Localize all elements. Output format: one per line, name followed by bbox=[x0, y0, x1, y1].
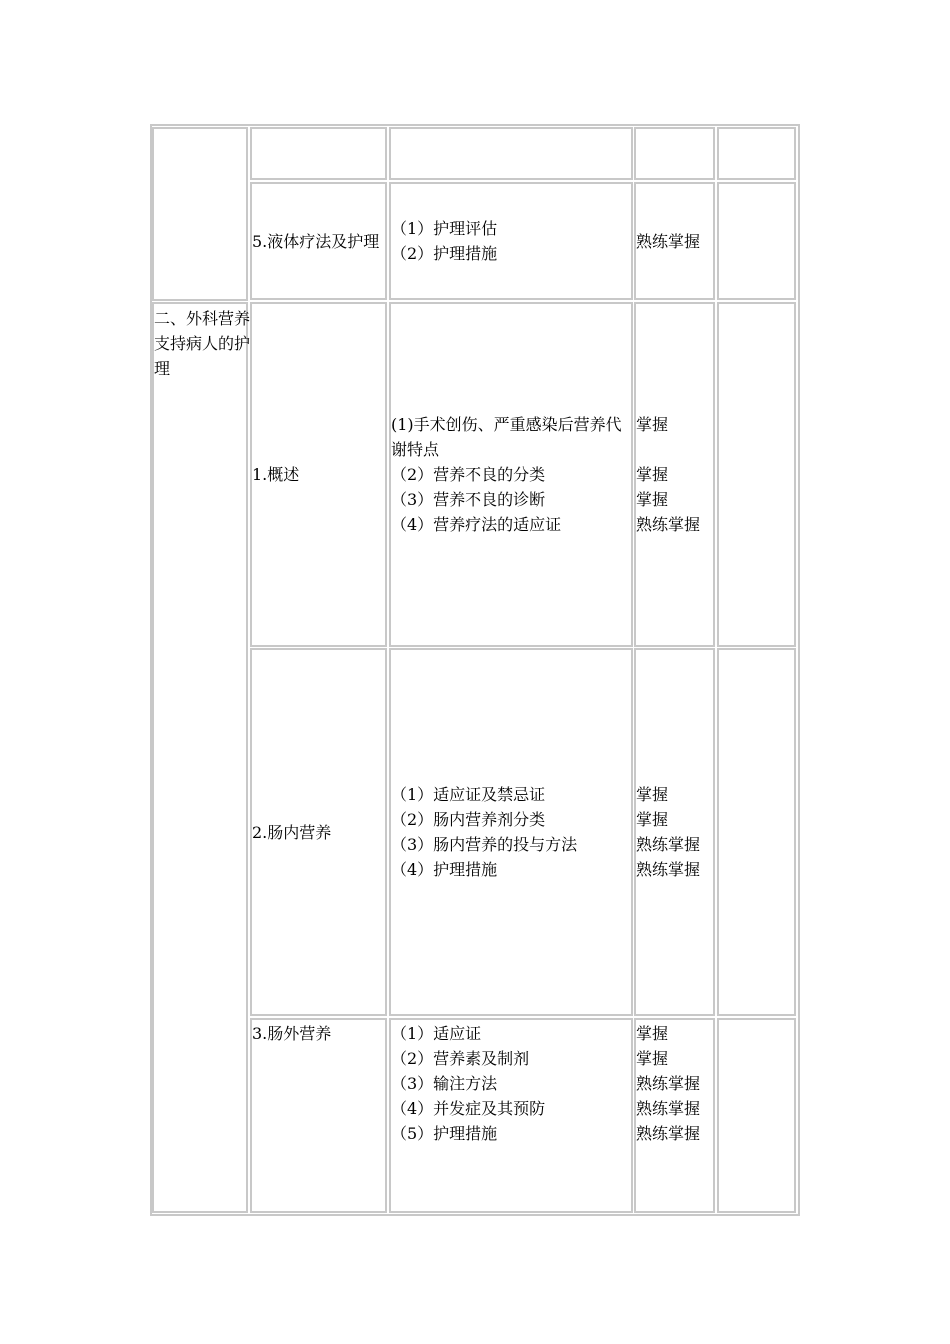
extra-cell-overview bbox=[717, 302, 796, 647]
level-text: 熟练掌握 bbox=[636, 1099, 701, 1118]
level-text: 掌握 bbox=[636, 810, 669, 829]
level-text: 熟练掌握 bbox=[636, 1124, 701, 1143]
items-cell-parenteral bbox=[389, 1018, 633, 1213]
topic-label: 2.肠内营养 bbox=[252, 822, 332, 842]
level-text: 熟练掌握 bbox=[636, 231, 701, 251]
extra-cell-enteral bbox=[717, 648, 796, 1016]
level-cell-empty bbox=[634, 127, 715, 180]
item-text: （2）营养素及制剂 bbox=[391, 1049, 530, 1068]
item-text: （5）护理措施 bbox=[391, 1124, 498, 1143]
level-text: 掌握 bbox=[636, 465, 669, 484]
item-text: （4）并发症及其预防 bbox=[391, 1099, 546, 1118]
extra-cell-empty bbox=[717, 127, 796, 180]
category-cell-top bbox=[152, 127, 248, 301]
item-text: （2）护理措施 bbox=[391, 244, 498, 263]
item-text: （3）输注方法 bbox=[391, 1074, 498, 1093]
item-text: （1）适应证及禁忌证 bbox=[391, 785, 546, 804]
level-text: 掌握 bbox=[636, 1049, 669, 1068]
topic-cell-fluid bbox=[250, 182, 387, 300]
items-cell-enteral bbox=[389, 648, 633, 1016]
level-text: 熟练掌握 bbox=[636, 860, 701, 879]
level-text: 熟练掌握 bbox=[636, 835, 701, 854]
level-text: 掌握 bbox=[636, 785, 669, 804]
extra-cell-fluid bbox=[717, 182, 796, 300]
topic-cell-empty bbox=[250, 127, 387, 180]
item-text: （4）营养疗法的适应证 bbox=[391, 515, 562, 534]
topic-cell-enteral bbox=[250, 648, 387, 1016]
item-text: （3）营养不良的诊断 bbox=[391, 490, 546, 509]
topic-cell-parenteral bbox=[250, 1018, 387, 1213]
level-cell-fluid bbox=[634, 182, 715, 300]
level-text: 掌握 bbox=[636, 415, 669, 434]
item-text: （2）肠内营养剂分类 bbox=[391, 810, 546, 829]
topic-label: 3.肠外营养 bbox=[252, 1024, 332, 1043]
level-text: 熟练掌握 bbox=[636, 1074, 701, 1093]
item-text: （3）肠内营养的投与方法 bbox=[391, 835, 578, 854]
level-text: 掌握 bbox=[636, 1024, 669, 1043]
extra-cell-parenteral bbox=[717, 1018, 796, 1213]
item-text: （1）适应证 bbox=[391, 1024, 482, 1043]
category-cell-nutrition bbox=[152, 302, 251, 1213]
topic-label: 5.液体疗法及护理 bbox=[252, 231, 380, 251]
item-text: （1）护理评估 bbox=[391, 219, 498, 238]
items-cell-overview bbox=[389, 302, 633, 647]
level-cell-enteral bbox=[634, 648, 715, 1016]
category-label: 二、外科营养支持病人的护理 bbox=[154, 309, 251, 378]
level-text bbox=[636, 437, 713, 462]
topic-cell-overview bbox=[250, 302, 387, 647]
topic-label: 1.概述 bbox=[252, 465, 300, 484]
items-cell-fluid bbox=[389, 182, 633, 300]
item-text: （2）营养不良的分类 bbox=[391, 465, 546, 484]
level-text: 熟练掌握 bbox=[636, 515, 701, 534]
item-text: (1)手术创伤、严重感染后营养代谢特点 bbox=[391, 415, 622, 459]
level-text: 掌握 bbox=[636, 490, 669, 509]
level-cell-overview bbox=[634, 302, 715, 647]
level-cell-parenteral bbox=[634, 1018, 715, 1213]
items-cell-empty bbox=[389, 127, 633, 180]
item-text: （4）护理措施 bbox=[391, 860, 498, 879]
